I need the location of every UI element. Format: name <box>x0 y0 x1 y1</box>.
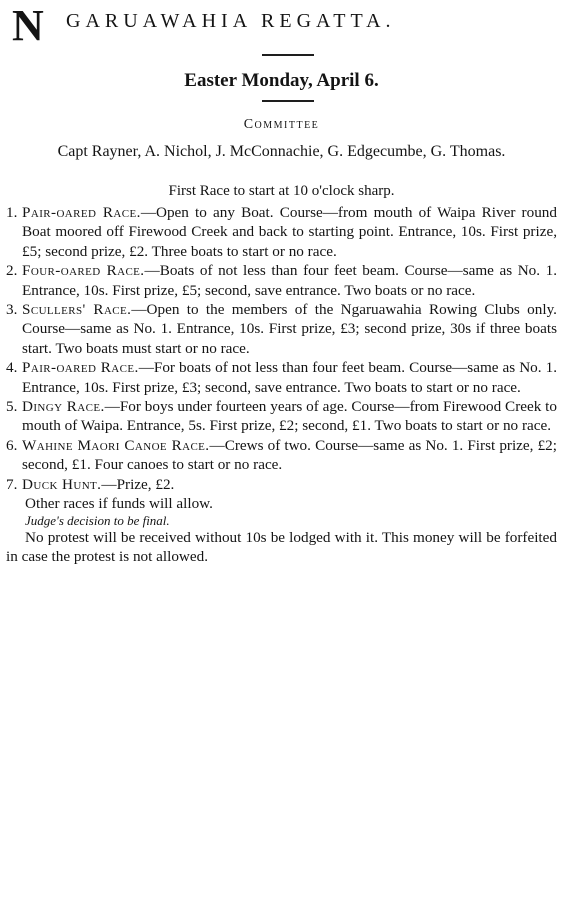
race-name: Wahine Maori Canoe Race. <box>22 436 210 454</box>
race-details: —For boys under fourteen years of age. Course—from Firewood Creek to mouth of Waipa. Entrance, 5s. First prize, £2; second, £1. Two boats to start or no race. <box>22 398 557 435</box>
race-description <box>22 300 557 358</box>
race-description <box>22 261 557 300</box>
start-time-note: First Race to start at 10 o'clock sharp. <box>168 183 395 199</box>
event-date: Easter Monday, April 6. <box>184 70 379 91</box>
other-races-note: Other races if funds will allow. <box>25 495 213 513</box>
race-description <box>22 436 557 475</box>
closing-notes <box>6 494 557 566</box>
race-description <box>22 203 557 261</box>
committee-heading: Committee <box>243 117 320 132</box>
divider-rule <box>262 100 314 102</box>
race-item <box>6 358 557 397</box>
race-details: —Crews of two. Course—same as No. 1. First prize, £2; second, £1. Four canoes to start or no race. <box>22 436 557 474</box>
race-number: 2. <box>6 262 18 280</box>
regatta-title: GARUAWAHIA REGATTA. <box>66 10 396 32</box>
protest-note: No protest will be received without 10s be lodged with it. This money will be forfeited in case the protest is not allowed. <box>6 529 557 566</box>
race-name: Pair-oared Race. <box>22 359 139 377</box>
race-item <box>6 475 557 494</box>
race-number: 7. <box>6 475 18 493</box>
race-details: —For boats of not less than four feet beam. Course—same as No. 1. Entrance, 10s. First prize, £3; second, save entrance. Two boats to start or no race. <box>22 359 557 396</box>
race-item <box>6 203 557 261</box>
race-item <box>6 261 557 300</box>
race-item <box>6 436 557 475</box>
race-details: —Prize, £2. <box>101 475 175 493</box>
race-details: —Open to the members of the Ngaruawahia Rowing Clubs only. Course—same as No. 1. Entrance, 10s. First prize, £3; second prize, 30s if three boats start. Two boats must start or no race. <box>22 301 557 357</box>
race-name: Dingy Race. <box>22 398 105 416</box>
masthead <box>6 1 557 50</box>
dropcap-letter: N <box>12 1 44 50</box>
race-item <box>6 300 557 358</box>
race-details: —Boats of not less than four feet beam. Course—same as No. 1. Entrance, 10s. First prize, £5; second, save entrance. Two boats or no race. <box>22 262 557 299</box>
race-name: Pair-oared Race. <box>22 204 141 221</box>
race-name: Four-oared Race. <box>22 262 145 280</box>
race-list <box>6 203 557 494</box>
race-number: 6. <box>6 436 18 454</box>
race-number: 4. <box>6 359 18 377</box>
race-description <box>22 397 557 436</box>
race-number: 1. <box>6 204 18 221</box>
race-item <box>6 397 557 436</box>
race-number: 5. <box>6 398 18 416</box>
race-description <box>22 358 557 397</box>
race-number: 3. <box>6 301 18 319</box>
race-details: —Open to any Boat. Course—from mouth of Waipa River round Boat moored off Firewood Creek and back to starting point. Entrance, 10s. First prize, £5; second prize, £2. Three boats to start or no race. <box>22 204 557 260</box>
race-name: Duck Hunt. <box>22 475 102 493</box>
divider-rule <box>262 54 314 56</box>
race-description <box>22 475 557 494</box>
judge-note: Judge's decision to be final. <box>25 513 170 529</box>
committee-members: Capt Rayner, A. Nichol, J. McConnachie, G. Edgecumbe, G. Thomas. <box>57 143 506 160</box>
race-name: Scullers' Race. <box>22 301 132 319</box>
